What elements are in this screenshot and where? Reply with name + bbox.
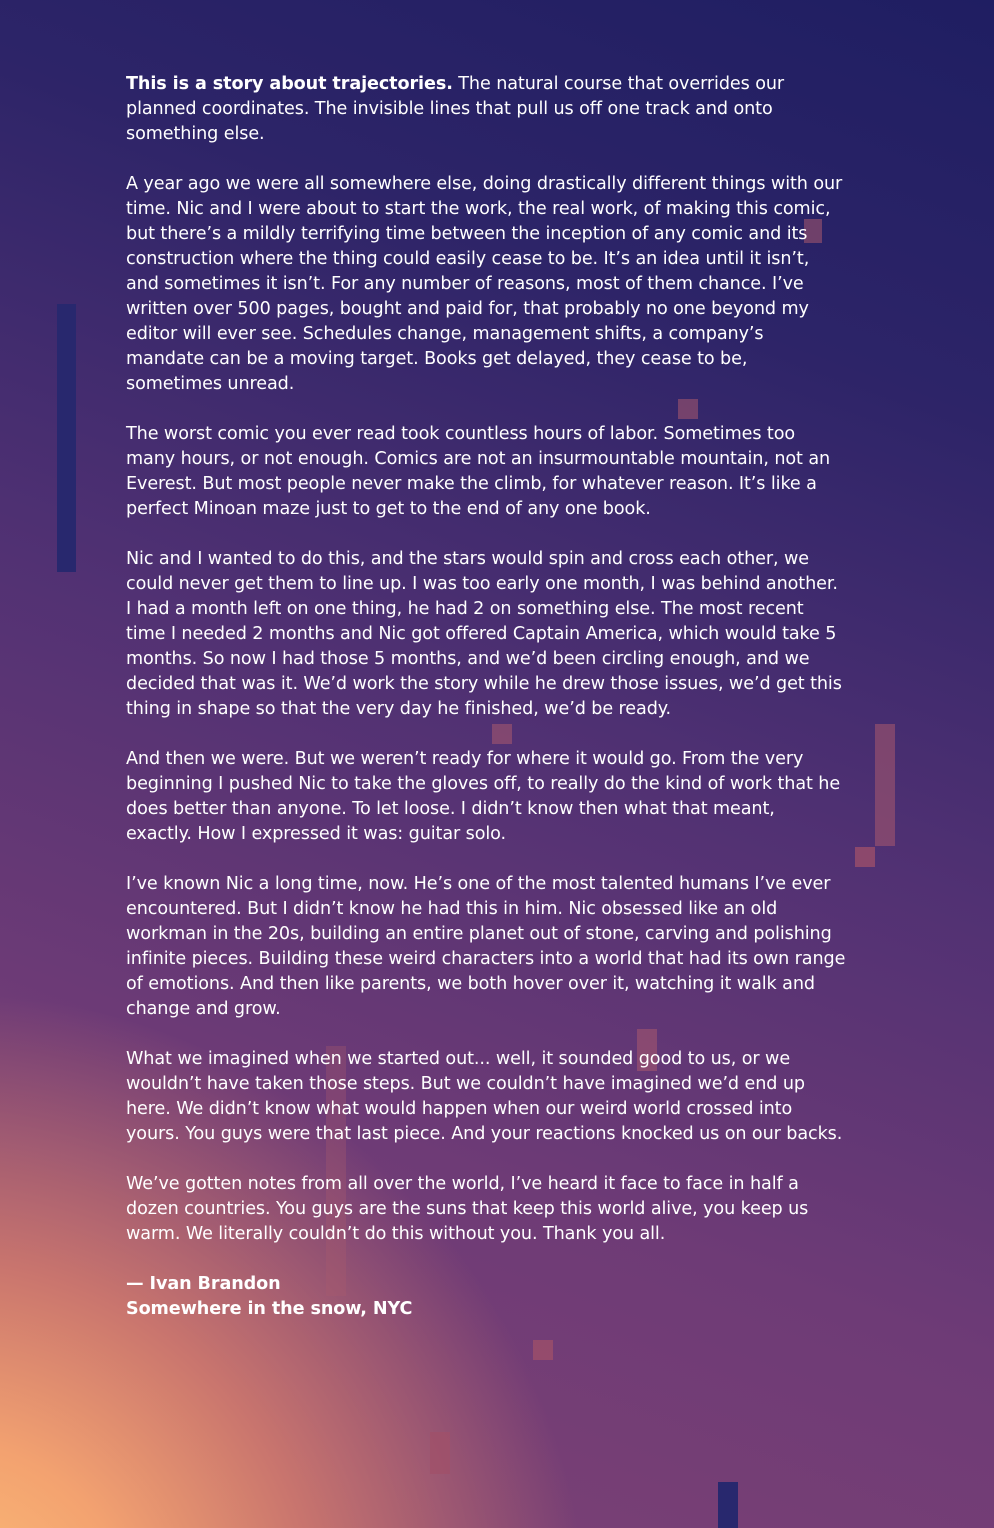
letter-body	[126, 72, 846, 1322]
intro-bold-sentence: This is a story about trajectories.	[126, 74, 453, 94]
decorative-square	[855, 847, 875, 867]
signature: — Ivan Brandon	[126, 1274, 281, 1294]
paragraph-intro	[126, 72, 846, 147]
intro-text: The natural course that overrides our planned coordinates. The invisible lines that pull us off one track and onto something else.	[126, 74, 785, 144]
decorative-square	[533, 1340, 553, 1360]
decorative-bar-bottom	[718, 1482, 738, 1528]
decorative-bar-left	[57, 304, 76, 572]
paragraph-a-year-ago: A year ago we were all somewhere else, doing drastically different things with our time. Nic and I were about to start the work, the real work, of making this comic, but there’s a mildly terrifying time between the inception of any comic and its construction where the thing could easily cease to be. It’s an idea until it isn’t, and sometimes it isn’t. For any number of reasons, most of them chance. I’ve written over 500 pages, bought and paid for, that probably no one beyond my editor will ever see. Schedules change, management shifts, a company’s mandate can be a moving target. Books get delayed, they cease to be, sometimes unread.	[126, 174, 843, 394]
location: Somewhere in the snow, NYC	[126, 1299, 413, 1319]
paragraph-worst-comic: The worst comic you ever read took countless hours of labor. Sometimes too many hours, or not enough. Comics are not an insurmountable mountain, not an Everest. But most people never make the climb, for whatever reason. It’s like a perfect Minoan maze just to get to the end of any one book.	[126, 424, 831, 519]
signoff	[126, 1272, 846, 1322]
paragraph-known-nic: I’ve known Nic a long time, now. He’s one of the most talented humans I’ve ever encountered. But I didn’t know he had this in him. Nic obsessed like an old workman in the 20s, building an entire planet out of stone, carving and polishing infinite pieces. Building these weird characters into a world that had its own range of emotions. And then like parents, we both hover over it, watching it walk and change and grow.	[126, 874, 846, 1019]
paragraph-thank-you: We’ve gotten notes from all over the world, I’ve heard it face to face in half a dozen countries. You guys are the suns that keep this world alive, you keep us warm. We literally couldn’t do this without you. Thank you all.	[126, 1174, 809, 1244]
paragraph-guitar-solo: And then we were. But we weren’t ready for where it would go. From the very beginning I pushed Nic to take the gloves off, to really do the kind of work that he does better than anyone. To let loose. I didn’t know then what that meant, exactly. How I expressed it was: guitar solo.	[126, 749, 841, 844]
paragraph-stars: Nic and I wanted to do this, and the stars would spin and cross each other, we could never get them to line up. I was too early one month, I was behind another. I had a month left on one thing, he had 2 on something else. The most recent time I needed 2 months and Nic got offered Captain America, which would take 5 months. So now I had those 5 months, and we’d been circling enough, and we decided that was it. We’d work the story while he drew those issues, we’d get this thing in shape so that the very day he finished, we’d be ready.	[126, 549, 842, 719]
decorative-bar	[430, 1432, 450, 1474]
paragraph-imagined: What we imagined when we started out... well, it sounded good to us, or we wouldn’t have taken those steps. But we couldn’t have imagined we’d end up here. We didn’t know what would happen when our weird world crossed into yours. You guys were that last piece. And your reactions knocked us on our backs.	[126, 1049, 843, 1144]
decorative-bar	[875, 724, 895, 846]
